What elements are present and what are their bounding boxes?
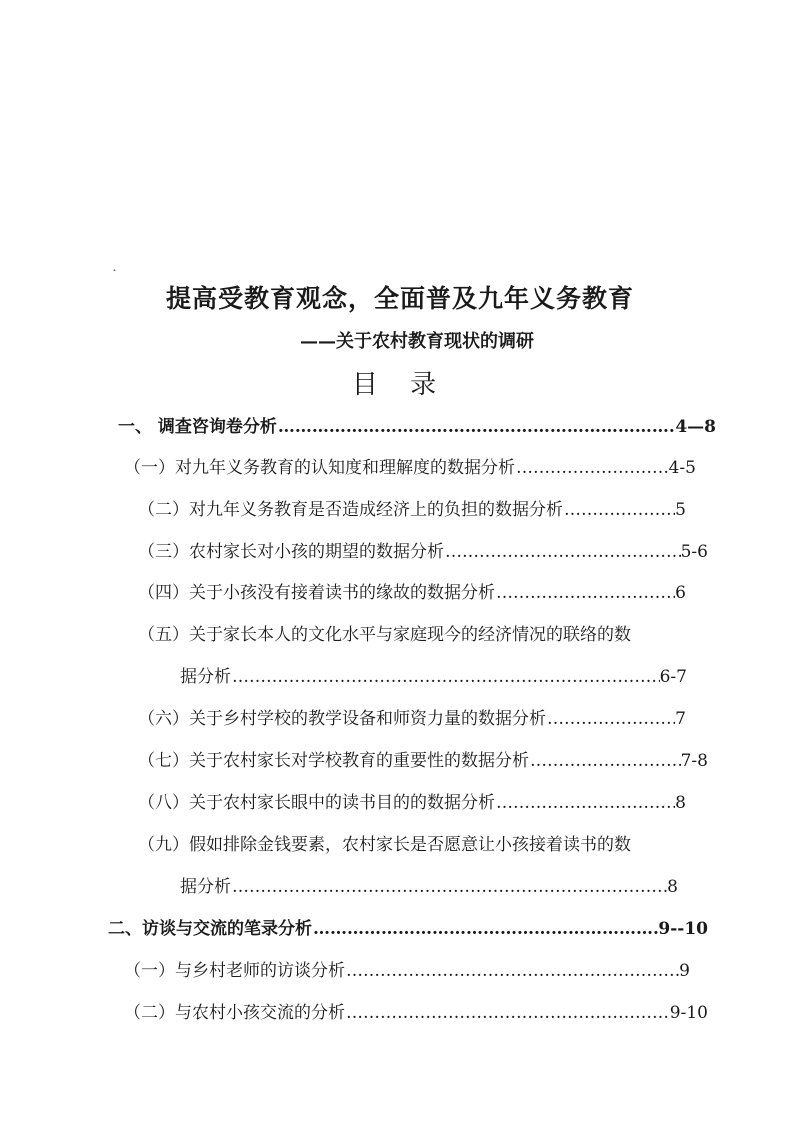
toc-page-number: 6 (675, 583, 686, 603)
toc-page-number: 9-10 (669, 1003, 708, 1023)
toc-page-number: 7-8 (680, 751, 708, 771)
toc-item-label: （七）关于农村家长对学校教育的重要性的数据分析 (138, 751, 529, 771)
toc-section-label: 二、访谈与交流的笔录分析 (108, 919, 312, 939)
toc-item-label: （四）关于小孩没有接着读书的缘故的数据分析 (138, 583, 495, 603)
toc-item-1-9-continuation[interactable] (180, 874, 678, 900)
toc-item-1-5[interactable]: （五）关于家长本人的文化水平与家庭现今的经济情况的联络的数 (138, 625, 631, 645)
toc-leader-dots (495, 790, 675, 816)
toc-item-1-3[interactable] (138, 539, 708, 565)
toc-leader-dots (444, 539, 681, 565)
toc-item-label: （二）与农村小孩交流的分析 (124, 1003, 345, 1023)
toc-item-label: 据分析 (180, 667, 231, 687)
toc-page-number: 5 (675, 500, 686, 520)
toc-item-1-1[interactable] (124, 455, 696, 481)
toc-item-label: （一）与乡村老师的访谈分析 (124, 961, 345, 981)
toc-item-label: （一）对九年义务教育的认知度和理解度的数据分析 (124, 458, 515, 478)
toc-item-2-1[interactable] (124, 958, 690, 984)
toc-section-label: 一、 调查咨询卷分析 (118, 417, 277, 437)
paragraph-mark: ˛ (112, 261, 117, 272)
toc-item-1-5-continuation[interactable] (180, 664, 687, 690)
toc-page-number: 8 (675, 793, 686, 813)
toc-item-label: （三）农村家长对小孩的期望的数据分析 (138, 542, 444, 562)
toc-leader-dots (345, 958, 679, 984)
document-subtitle: ——关于农村教育现状的调研 (300, 331, 534, 352)
toc-item-label: （八）关于农村家长眼中的读书目的的数据分析 (138, 793, 495, 813)
toc-leader-dots (495, 580, 675, 606)
toc-item-1-4[interactable] (138, 580, 686, 606)
toc-heading: 目 录 (351, 370, 449, 400)
toc-item-1-7[interactable] (138, 748, 708, 774)
toc-item-label: （二）对九年义务教育是否造成经济上的负担的数据分析 (138, 500, 563, 520)
toc-page-number: 9 (679, 961, 690, 981)
toc-page-number: 5-6 (680, 542, 708, 562)
toc-item-label: （六）关于乡村学校的教学设备和师资力量的数据分析 (138, 709, 546, 729)
toc-leader-dots (231, 874, 667, 900)
toc-item-1-8[interactable] (138, 790, 686, 816)
toc-item-label: 据分析 (180, 877, 231, 897)
toc-page-number: 4—8 (675, 417, 716, 437)
toc-page-number: 7 (675, 709, 686, 729)
toc-page-number: 4-5 (668, 458, 696, 478)
toc-page-number: 9--10 (658, 919, 708, 939)
toc-section-1[interactable] (118, 414, 716, 440)
toc-leader-dots (563, 497, 675, 523)
toc-page-number: 6-7 (659, 667, 687, 687)
toc-leader-dots (277, 414, 675, 440)
toc-leader-dots (546, 706, 675, 732)
toc-section-2[interactable] (108, 916, 708, 942)
toc-page-number: 8 (667, 877, 678, 897)
toc-leader-dots (515, 455, 669, 481)
document-title: 提高受教育观念，全面普及九年义务教育 (165, 284, 634, 313)
toc-item-1-6[interactable] (138, 706, 686, 732)
toc-item-1-2[interactable] (138, 497, 686, 523)
toc-leader-dots (529, 748, 681, 774)
toc-item-2-2[interactable] (124, 1000, 708, 1026)
toc-leader-dots (231, 664, 660, 690)
toc-leader-dots (312, 916, 658, 942)
toc-item-1-9[interactable]: （九）假如排除金钱要素，农村家长是否愿意让小孩接着读书的数 (138, 835, 631, 855)
toc-leader-dots (345, 1000, 670, 1026)
